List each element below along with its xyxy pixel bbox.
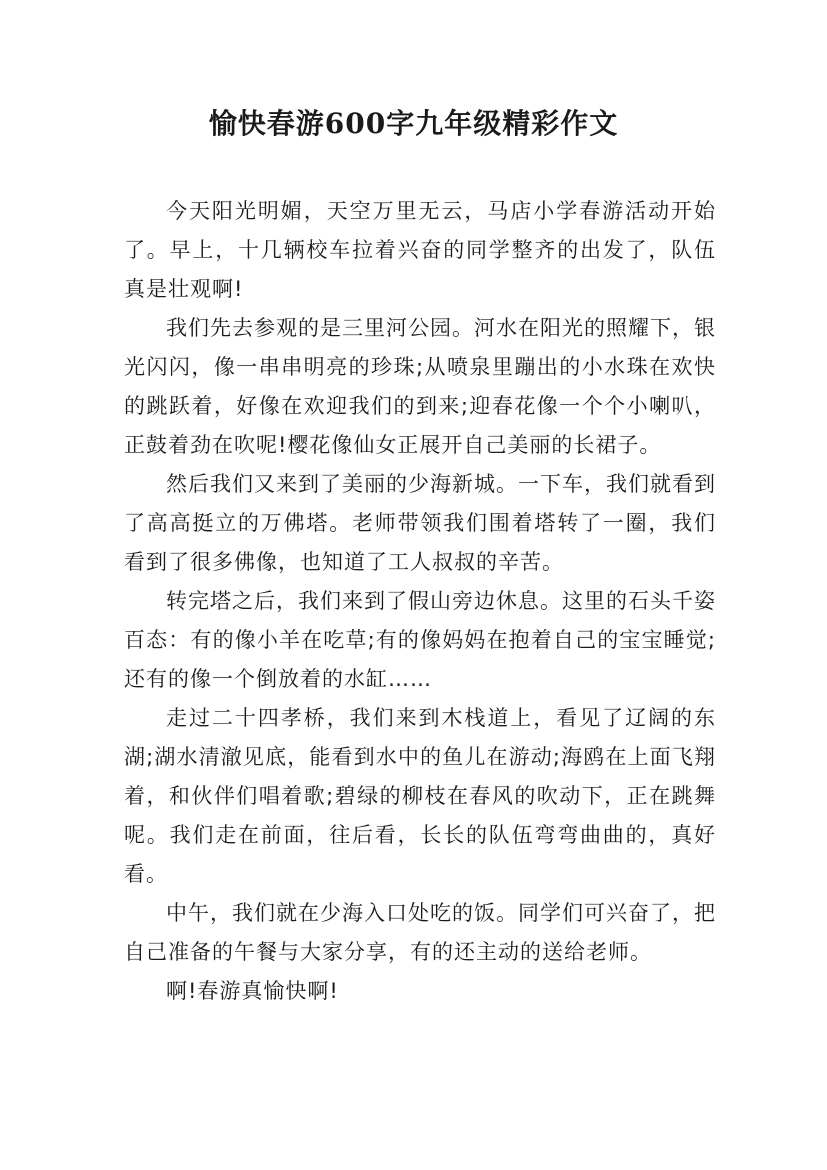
paragraph-1: 今天阳光明媚，天空万里无云，马店小学春游活动开始了。早上，十几辆校车拉着兴奋的同学整齐的出发了，队伍真是壮观啊!: [124, 199, 716, 301]
document-title: 愉快春游600字九年级精彩作文: [208, 107, 619, 140]
paragraph-5: 走过二十四孝桥，我们来到木栈道上，看见了辽阔的东湖;湖水清澈见底，能看到水中的鱼儿在游动;海鸥在上面飞翔着，和伙伴们唱着歌;碧绿的柳枝在春风的吹动下，正在跳舞呢。我们走在前面，往后看，长长的队伍弯弯曲曲的，真好看。: [124, 706, 716, 886]
essay-body: [124, 192, 716, 1011]
paragraph-6: 中午，我们就在少海入口处吃的饭。同学们可兴奋了，把自己准备的午餐与大家分享，有的还主动的送给老师。: [124, 901, 716, 964]
paragraph-3: 然后我们又来到了美丽的少海新城。一下车，我们就看到了高高挺立的万佛塔。老师带领我们围着塔转了一圈，我们看到了很多佛像，也知道了工人叔叔的辛苦。: [124, 472, 716, 574]
paragraph-4: 转完塔之后，我们来到了假山旁边休息。这里的石头千姿百态：有的像小羊在吃草;有的像妈妈在抱着自己的宝宝睡觉;还有的像一个倒放着的水缸……: [124, 589, 716, 691]
paragraph-7: 啊!春游真愉快啊!: [166, 979, 339, 1003]
paragraph-2: 我们先去参观的是三里河公园。河水在阳光的照耀下，银光闪闪，像一串串明亮的珍珠;从喷泉里蹦出的小水珠在欢快的跳跃着，好像在欢迎我们的到来;迎春花像一个个小喇叭，正鼓着劲在吹呢!樱花像仙女正展开自己美丽的长裙子。: [124, 316, 716, 457]
